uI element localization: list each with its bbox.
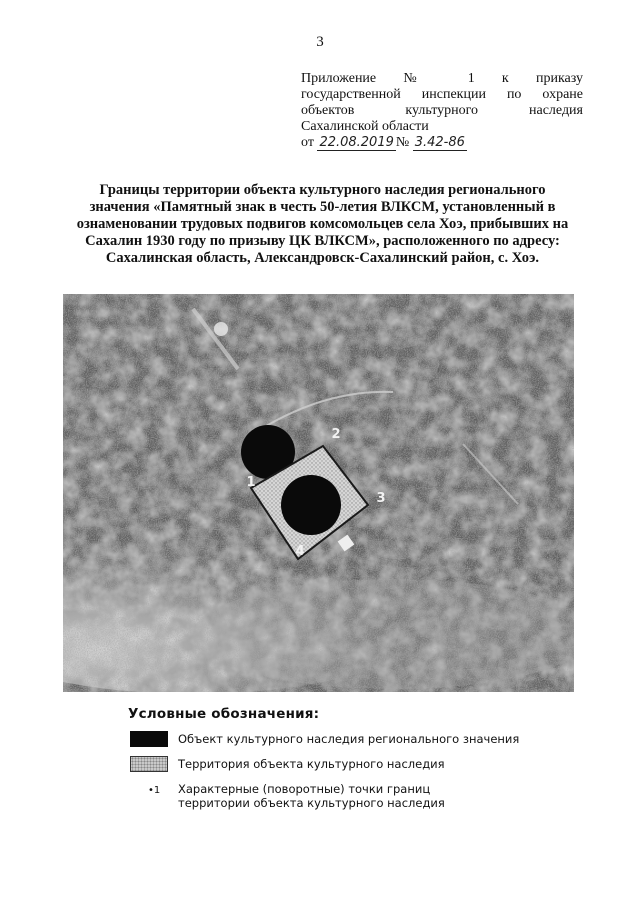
page-number: 3 bbox=[316, 34, 324, 50]
appendix-block bbox=[301, 71, 583, 151]
legend-item-territory bbox=[128, 756, 588, 778]
map-legend bbox=[128, 706, 588, 816]
appendix-line: государственной инспекции по охране bbox=[301, 87, 583, 102]
date-prefix: от bbox=[301, 135, 314, 150]
point-label-2: 2 bbox=[331, 427, 341, 442]
point-label-3: 3 bbox=[376, 491, 386, 506]
swatch-object bbox=[130, 731, 168, 747]
number-prefix: № bbox=[395, 135, 410, 150]
appendix-line: объектов культурного наследия bbox=[301, 103, 583, 118]
appendix-line: Сахалинской области bbox=[301, 119, 429, 134]
swatch-territory bbox=[130, 756, 168, 772]
point-marker-symbol: •1 bbox=[148, 785, 161, 796]
point-label-1: 1 bbox=[246, 475, 256, 490]
legend-label: Территория объекта культурного наследия bbox=[178, 757, 445, 771]
legend-label: Характерные (поворотные) точки границ территории объекта культурного наследия bbox=[178, 782, 445, 810]
satellite-map bbox=[63, 294, 574, 692]
monument-marker bbox=[281, 475, 341, 535]
legend-item-points bbox=[128, 782, 588, 816]
point-label-4: 4 bbox=[295, 544, 305, 559]
handwritten-number: 3.42-86 bbox=[414, 135, 465, 150]
legend-label: Объект культурного наследия регионального значения bbox=[178, 732, 520, 746]
legend-item-object bbox=[128, 731, 588, 753]
handwritten-date: 22.08.2019 bbox=[319, 135, 394, 150]
legend-title: Условные обозначения: bbox=[128, 706, 320, 722]
order-date-line bbox=[301, 135, 583, 151]
document-title: Границы территории объекта культурного наследия регионального значения «Памятный знак в честь 50-летия ВЛКСМ, установленный в ознаменовании трудовых подвигов комсомольцев села Хоэ, прибывших на Сахалин 1930 году по призыву ЦК ВЛКСМ», расположенного по адресу: Сахалинская область, Александровск-Сахалинский район, с. Хоэ. bbox=[76, 182, 569, 266]
appendix-line: Приложение № 1 к приказу bbox=[301, 71, 583, 86]
